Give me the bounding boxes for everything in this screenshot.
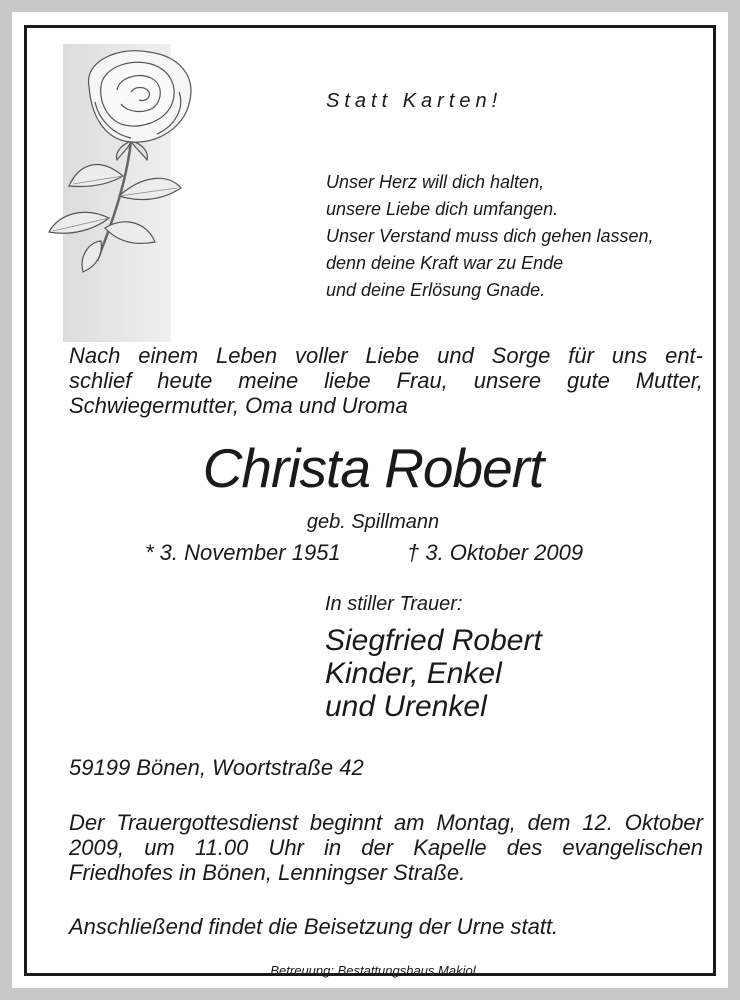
intro-line: Schwiegermutter, Oma und Uroma [69,393,408,418]
poem-line: Unser Verstand muss dich gehen lassen, [326,226,654,246]
notice-sheet [12,12,728,988]
intro-line: Nach einem Leben voller Liebe und Sorge für uns ent- [69,343,703,368]
poem-line: und deine Erlösung Gnade. [326,280,546,300]
header-title: Statt Karten! [326,90,503,112]
mourner-name: und Urenkel [325,690,487,723]
rose-icon [39,46,229,286]
poem-line: Unser Herz will dich halten, [326,172,545,192]
poem-line: unsere Liebe dich umfangen. [326,199,559,219]
intro-line: schlief heute meine liebe Frau, unsere gute Mutter, [69,368,703,393]
service-line: 2009, um 11.00 Uhr in der Kapelle des evangelischen [69,835,703,860]
funeral-home-credit: Betreuung: Bestattungshaus Makiol [270,963,476,978]
mourner-name: Kinder, Enkel [325,657,502,690]
mourners-label: In stiller Trauer: [325,593,463,615]
notice-frame [24,25,716,976]
death-date: † 3. Oktober 2009 [407,540,584,565]
mourner-name: Siegfried Robert [325,624,542,657]
service-line: Friedhofes in Bönen, Lenningser Straße. [69,860,466,885]
service-line: Der Trauergottesdienst beginnt am Montag, dem 12. Oktober [69,810,703,835]
poem-line: denn deine Kraft war zu Ende [326,253,564,273]
birth-date: * 3. November 1951 [145,540,341,565]
burial-note: Anschließend findet die Beisetzung der Urne statt. [69,914,559,939]
maiden-name: geb. Spillmann [306,511,440,533]
deceased-name: Christa Robert [202,437,544,499]
address: 59199 Bönen, Woortstraße 42 [69,755,364,780]
